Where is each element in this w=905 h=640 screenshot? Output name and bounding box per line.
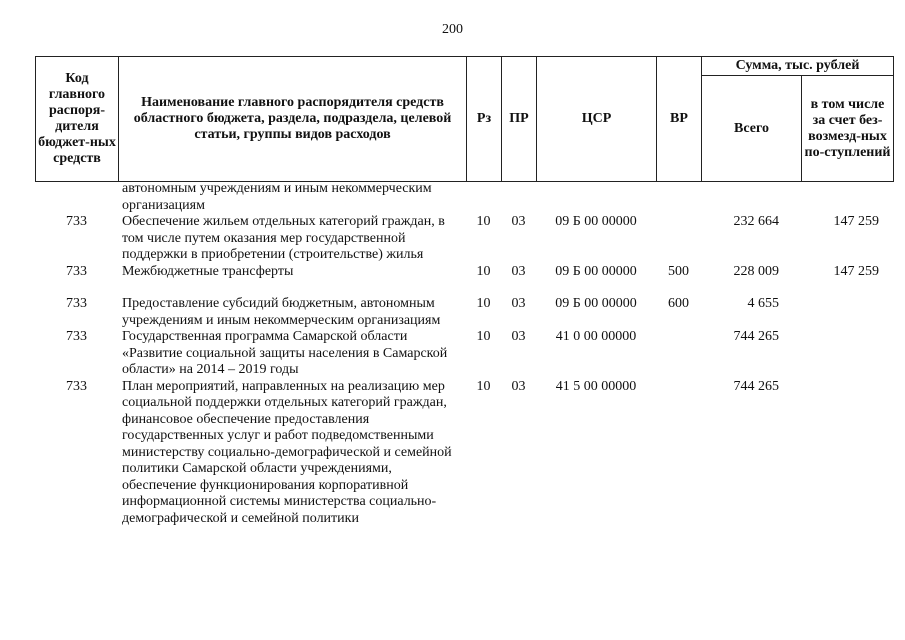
- header-vr: ВР: [657, 57, 702, 182]
- row-gratis: [801, 181, 893, 214]
- row-gratis: 147 259: [833, 263, 879, 279]
- row-code: 733: [66, 378, 87, 394]
- row-csr: 09 Б 00 00000: [555, 214, 637, 229]
- row-pr: 03: [511, 214, 526, 229]
- table-row: [35, 214, 893, 264]
- header-pr: ПР: [502, 57, 537, 182]
- header-csr: ЦСР: [537, 57, 657, 182]
- header-name: Наименование главного распорядителя средств областного бюджета, раздела, подраздела, целевой статьи, группы видов расходов: [119, 57, 467, 182]
- row-rz: 10: [476, 296, 491, 311]
- row-vr: 500: [668, 263, 689, 279]
- row-csr: 41 0 00 00000: [555, 329, 637, 344]
- row-name: Предоставление субсидий бюджетным, автономным учреждениям и иным некоммерческим организациям: [122, 296, 441, 328]
- table-body: [35, 181, 893, 527]
- row-csr: 09 Б 00 00000: [555, 296, 637, 311]
- row-pr: 03: [511, 296, 526, 311]
- page-number: 200: [442, 22, 463, 37]
- row-total: 4 655: [747, 296, 779, 311]
- row-pr: 03: [511, 378, 526, 394]
- row-gratis: 147 259: [833, 214, 879, 229]
- row-csr: 41 5 00 00000: [555, 378, 637, 394]
- row-vr: [656, 181, 701, 214]
- row-total: [701, 181, 801, 214]
- header-total: Всего: [702, 76, 802, 182]
- row-name: Государственная программа Самарской области «Развитие социальной защиты населения в Самарской области» на 2014 – 2019 годы: [122, 329, 448, 377]
- row-rz: 10: [476, 214, 491, 229]
- row-total: 232 664: [733, 214, 779, 229]
- table-row: [35, 296, 893, 329]
- table-row: [35, 329, 893, 379]
- row-pr: [501, 181, 536, 214]
- row-name: автономным учреждениям и иным некоммерческим организациям: [122, 181, 432, 213]
- row-rz: 10: [476, 329, 491, 344]
- row-vr: [656, 379, 701, 528]
- row-code: 733: [66, 214, 87, 229]
- row-pr: 03: [511, 263, 526, 279]
- row-code: 733: [66, 329, 87, 344]
- row-total: 744 265: [733, 329, 779, 344]
- row-rz: [466, 181, 501, 214]
- row-name: Обеспечение жильем отдельных категорий граждан, в том числе путем оказания мер государственной поддержки в приобретении (строительстве) жилья: [122, 214, 445, 262]
- row-vr: [656, 329, 701, 379]
- row-code: [35, 181, 118, 214]
- header-code: Код главного распоря-дителя бюджет-ных средств: [36, 57, 119, 182]
- row-rz: 10: [476, 378, 491, 394]
- row-gratis: [801, 329, 893, 379]
- row-total: 744 265: [733, 378, 779, 394]
- row-pr: 03: [511, 329, 526, 344]
- row-code: 733: [66, 296, 87, 311]
- row-csr: 09 Б 00 00000: [555, 263, 637, 279]
- row-vr: [656, 214, 701, 264]
- row-vr: 600: [668, 296, 689, 311]
- table-row: [35, 181, 893, 214]
- row-csr: [536, 181, 656, 214]
- header-gratis: в том числе за счет без-возмезд-ных по-ступлений: [802, 76, 894, 182]
- header-rz: Рз: [467, 57, 502, 182]
- row-gratis: [801, 379, 893, 528]
- table-row: [35, 264, 893, 297]
- row-name: Межбюджетные трансферты: [122, 263, 294, 279]
- row-name: План мероприятий, направленных на реализацию мер социальной поддержки отдельных категорий граждан, финансовое обеспечение предоставления государственных услуг и работ подведомственными министерству социально-демографической и семейной политики Самарской области учреждениями, обеспечение функционирования корпоративной информационной системы министерства социально-демографической и семейной политики: [122, 378, 452, 526]
- row-code: 733: [66, 263, 87, 279]
- row-rz: 10: [476, 263, 491, 279]
- table-header: [35, 56, 894, 182]
- header-sum: Сумма, тыс. рублей: [702, 57, 894, 76]
- table-row: [35, 379, 893, 528]
- row-total: 228 009: [733, 263, 779, 279]
- row-gratis: [801, 296, 893, 329]
